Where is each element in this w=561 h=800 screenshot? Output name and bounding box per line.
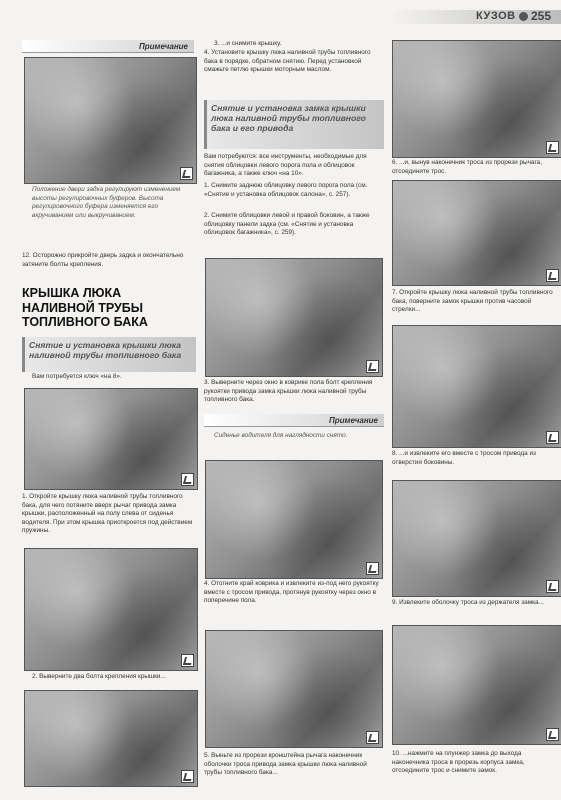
photo-floor-bolt (205, 258, 383, 377)
photo-hatch-bolts (24, 548, 198, 671)
page-number: 255 (531, 9, 552, 23)
publisher-logo-icon (181, 654, 194, 667)
photo-cable-bracket (205, 630, 383, 748)
publisher-logo-icon (546, 141, 559, 154)
publisher-logo-icon (181, 770, 194, 783)
photo-fuel-lever (24, 388, 198, 490)
step-7-text: 7. Откройте крышку люка наливной трубы топливного бака, поверните замок крышки против часовой стрелки... (392, 289, 553, 314)
photo-lock-removal (392, 325, 561, 448)
section-title: КРЫШКА ЛЮКА НАЛИВНОЙ ТРУБЫ ТОПЛИВНОГО БАКА (22, 286, 148, 329)
step-3a-text: 3. ...и снимите крышку. (214, 40, 282, 47)
step-6-text: 6. ...и, вынув наконечник троса из прорези рычага, отсоедините трос. (392, 159, 543, 175)
publisher-logo-icon (546, 431, 559, 444)
publisher-logo-icon (366, 360, 379, 373)
subsection-heading: Снятие и установка крышки люка наливной трубы топливного бака (22, 337, 196, 372)
photo-hatch-lock (392, 180, 561, 286)
publisher-logo-icon (546, 269, 559, 282)
step-4a-text: 4. Установите крышку люка наливной трубы топливного бака в порядке, обратном снятию. Перед установкой смажьте петлю крышки моторным маслом. (204, 49, 371, 74)
photo-cable-holder (392, 480, 561, 597)
photo-floor-handle (205, 460, 383, 579)
publisher-logo-icon (366, 731, 379, 744)
note-text: Положение двери задка регулируют изменением высоты регулировочных буферов. Высота регулировочного буфера изменяется его вкручиванием или выкручиванием. (32, 186, 181, 219)
step-9-text: 9. Извлеките оболочку троса из держателя замка... (392, 599, 544, 606)
step-5-text: 5. Выньте из прорези кронштейна рычага наконечник оболочки троса привода замка крышки люка наливной трубы топливного бака... (204, 752, 367, 777)
step-4-text: 4. Отогните край коврика и извлеките из-под него рукоятку вместе с тросом привода, протянув рукоятку через окно в поперечине пола. (204, 580, 379, 605)
step-10-text: 10. ...нажмите на плунжер замка до выхода наконечника троса в прорезь корпуса замка, отсоедините трос и снимите замок. (392, 750, 525, 775)
photo-cable-lever (392, 40, 561, 158)
subsection-heading: Снятие и установка замка крышки люка наливной трубы топливного бака и его привода (204, 100, 384, 149)
tools-required-text: Вам потребуются: все инструменты, необходимые для снятия облицовки левого порога пола и облицовок багажника, а также ключ «на 10». (204, 153, 367, 178)
publisher-logo-icon (546, 580, 559, 593)
step-3-text: 3. Выверните через окно в коврике пола болт крепления рукоятки привода замка крышки люка наливной трубы топливного бака. (204, 379, 373, 404)
publisher-logo-icon (366, 562, 379, 575)
step-2-text: 2. Снимите облицовки левой и правой боковин, а также облицовку панели задка (см. «Снятие и установка облицовок багажника», с. 259). (204, 212, 370, 237)
publisher-logo-icon (181, 473, 194, 486)
photo-door-buffer (24, 57, 197, 184)
step-1-text: 1. Снимите заднюю облицовку левого порога пола (см. «Снятие и установка облицовок салона», с. 257). (204, 182, 368, 198)
note-heading: Примечание (22, 40, 194, 53)
running-header-section: КУЗОВ (476, 10, 516, 22)
tools-required-text: Вам потребуется ключ «на 8». (32, 373, 122, 380)
publisher-logo-icon (180, 167, 193, 180)
photo-lock-plunger (392, 625, 561, 745)
note-heading: Примечание (204, 414, 384, 427)
step-8-text: 8. ...и извлеките его вместе с тросом привода из отверстия боковины. (392, 450, 536, 466)
step-2-text: 2. Выверните два болта крепления крышки... (32, 673, 166, 680)
photo-hatch-removed (24, 690, 198, 787)
note-text: Сиденье водителя для наглядности снято. (214, 432, 348, 439)
step-12-text: 12. Осторожно прикройте дверь задка и окончательно затяните болты крепления. (22, 252, 184, 268)
page-dot-icon (519, 12, 528, 21)
step-1-text: 1. Откройте крышку люка наливной трубы топливного бака, для чего потяните вверх рычаг привода замка крышки, расположенный на полу слева от сиденья водителя. При этом крышка приоткроется под действием пружины. (22, 493, 193, 535)
publisher-logo-icon (546, 728, 559, 741)
